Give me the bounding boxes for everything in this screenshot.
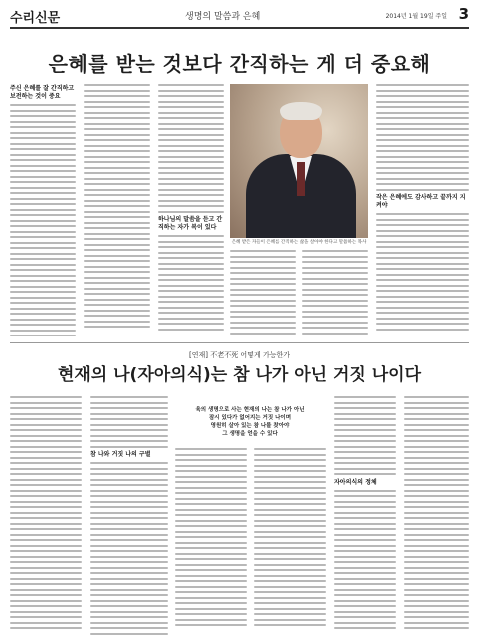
- summary-line: 육의 생명으로 사는 현재의 나는 참 나가 아닌: [195, 407, 305, 413]
- article1-subhead: 주신 은혜를 잘 간직하고 보전하는 것이 중요: [10, 85, 75, 100]
- article2-column-3: [175, 448, 247, 636]
- article1-column-5-lower: [302, 250, 368, 336]
- newspaper-brand: 수리신문: [10, 11, 61, 26]
- article1-column-2: [84, 84, 150, 336]
- article2-summary: [175, 406, 325, 438]
- article2-column-2: [90, 396, 168, 636]
- article1-subhead: 작은 은혜에도 감사하고 끝까지 지켜야: [376, 194, 466, 209]
- masthead: [10, 5, 469, 29]
- article2-column-4: [254, 448, 326, 636]
- article2-kicker: [연재] 不老不死 어떻게 가능한가: [189, 351, 290, 359]
- article2-column-5: [334, 396, 396, 636]
- pastor-photo: [230, 84, 368, 238]
- issue-date: 2014년 1월 19일 주일: [385, 13, 447, 20]
- photo-caption: 은혜 받은 자들이 은혜를 간직하는 삶을 살아야 한다고 말씀하는 목사: [231, 240, 367, 245]
- section-title: 생명의 말씀과 은혜: [185, 12, 261, 22]
- article1-subhead: 하나님의 말씀을 듣고 간직하는 자가 복이 있다: [158, 216, 223, 231]
- article1-column-3: [158, 84, 224, 336]
- summary-line: 영원히 살아 있는 참 나를 찾아야: [210, 423, 290, 429]
- article2-column-1: [10, 396, 82, 636]
- article2-column-head: 자아의식의 정체: [334, 478, 377, 486]
- summary-line: 잠시 있다가 없어지는 거짓 나이며: [208, 415, 292, 421]
- section-divider: [10, 342, 469, 343]
- article1-column-1: [10, 84, 76, 336]
- article1-column-6: [376, 84, 469, 336]
- article2-column-6: [404, 396, 469, 636]
- article1-column-4-lower: [230, 250, 296, 336]
- article1-headline: 은혜를 받는 것보다 간직하는 게 더 중요해: [48, 52, 431, 76]
- page-number: 3: [458, 5, 469, 23]
- article2-column-head: 참 나와 거짓 나의 구별: [90, 451, 151, 458]
- summary-line: 그 생명을 얻을 수 있다: [222, 431, 278, 437]
- article2-headline: 현재의 나(자아의식)는 참 나가 아닌 거짓 나이다: [57, 365, 422, 385]
